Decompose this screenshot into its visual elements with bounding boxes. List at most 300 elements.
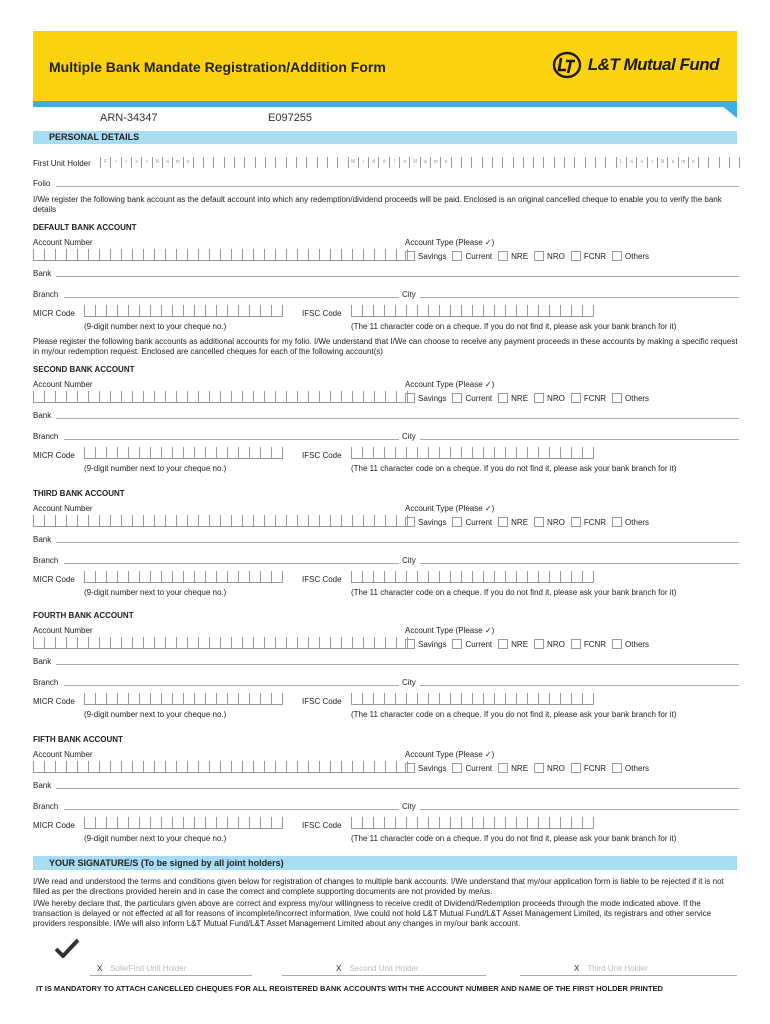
checkbox[interactable]	[612, 251, 622, 261]
name-char-box[interactable]	[317, 157, 327, 168]
name-char-box[interactable]	[296, 157, 306, 168]
char-box[interactable]	[406, 305, 417, 317]
char-box[interactable]	[428, 817, 439, 829]
account-type-option[interactable]	[571, 517, 606, 527]
char-box[interactable]	[341, 249, 352, 261]
char-box[interactable]	[205, 817, 216, 829]
name-char-box[interactable]	[554, 157, 564, 168]
char-box[interactable]	[582, 305, 594, 317]
char-box[interactable]	[216, 447, 227, 459]
char-box[interactable]	[384, 447, 395, 459]
micr-field[interactable]	[84, 571, 283, 582]
name-char-box[interactable]	[255, 157, 265, 168]
char-box[interactable]	[373, 817, 384, 829]
char-box[interactable]	[88, 391, 99, 403]
checkbox[interactable]	[534, 251, 544, 261]
char-box[interactable]	[494, 305, 505, 317]
char-box[interactable]	[99, 637, 110, 649]
char-box[interactable]	[84, 817, 95, 829]
char-box[interactable]	[363, 637, 374, 649]
third-holder-signature[interactable]	[574, 964, 648, 973]
char-box[interactable]	[95, 693, 106, 705]
char-box[interactable]	[249, 571, 260, 583]
name-char-box[interactable]: d	[368, 157, 378, 168]
account-type-option[interactable]	[452, 251, 492, 261]
char-box[interactable]	[209, 637, 220, 649]
char-box[interactable]	[77, 249, 88, 261]
char-box[interactable]	[384, 817, 395, 829]
char-box[interactable]	[516, 693, 527, 705]
char-box[interactable]	[286, 249, 297, 261]
account-type-option[interactable]	[571, 639, 606, 649]
checkbox[interactable]	[612, 763, 622, 773]
char-box[interactable]	[121, 515, 132, 527]
char-box[interactable]	[128, 305, 139, 317]
char-box[interactable]	[216, 305, 227, 317]
char-box[interactable]	[374, 249, 385, 261]
char-box[interactable]	[205, 571, 216, 583]
char-box[interactable]	[395, 571, 406, 583]
char-box[interactable]	[516, 305, 527, 317]
char-box[interactable]	[84, 571, 95, 583]
micr-field[interactable]	[84, 817, 283, 828]
char-box[interactable]	[461, 817, 472, 829]
char-box[interactable]	[220, 249, 231, 261]
char-box[interactable]	[527, 305, 538, 317]
checkbox[interactable]	[498, 251, 508, 261]
char-box[interactable]	[549, 693, 560, 705]
char-box[interactable]	[238, 817, 249, 829]
char-box[interactable]	[286, 391, 297, 403]
char-box[interactable]	[330, 391, 341, 403]
char-box[interactable]	[395, 447, 406, 459]
char-box[interactable]	[505, 817, 516, 829]
char-box[interactable]	[560, 447, 571, 459]
char-box[interactable]	[286, 515, 297, 527]
account-number-field[interactable]	[33, 249, 408, 260]
char-box[interactable]	[549, 817, 560, 829]
char-box[interactable]	[483, 305, 494, 317]
name-char-box[interactable]: t	[647, 157, 657, 168]
char-box[interactable]	[183, 571, 194, 583]
account-number-field[interactable]	[33, 637, 408, 648]
char-box[interactable]	[538, 571, 549, 583]
name-char-box[interactable]	[286, 157, 296, 168]
char-box[interactable]	[494, 447, 505, 459]
char-box[interactable]	[55, 391, 66, 403]
char-box[interactable]	[117, 571, 128, 583]
char-box[interactable]	[260, 305, 271, 317]
name-char-box[interactable]	[275, 157, 285, 168]
char-box[interactable]	[308, 515, 319, 527]
char-box[interactable]	[472, 693, 483, 705]
account-type-option[interactable]	[498, 517, 528, 527]
char-box[interactable]	[275, 761, 286, 773]
name-char-box[interactable]: m	[172, 157, 182, 168]
name-char-box[interactable]	[513, 157, 523, 168]
char-box[interactable]	[527, 447, 538, 459]
char-box[interactable]	[242, 515, 253, 527]
char-box[interactable]	[271, 305, 283, 317]
char-box[interactable]	[330, 761, 341, 773]
checkbox[interactable]	[534, 517, 544, 527]
char-box[interactable]	[165, 637, 176, 649]
char-box[interactable]	[44, 515, 55, 527]
char-box[interactable]	[308, 761, 319, 773]
char-box[interactable]	[150, 693, 161, 705]
char-box[interactable]	[308, 249, 319, 261]
name-char-box[interactable]	[698, 157, 708, 168]
char-box[interactable]	[165, 391, 176, 403]
char-box[interactable]	[516, 571, 527, 583]
account-number-field[interactable]	[33, 761, 408, 772]
char-box[interactable]	[161, 817, 172, 829]
char-box[interactable]	[538, 817, 549, 829]
char-box[interactable]	[373, 571, 384, 583]
char-box[interactable]	[428, 305, 439, 317]
char-box[interactable]	[373, 305, 384, 317]
name-char-box[interactable]: F	[100, 157, 110, 168]
char-box[interactable]	[110, 249, 121, 261]
char-box[interactable]	[66, 515, 77, 527]
checkbox[interactable]	[405, 251, 415, 261]
char-box[interactable]	[428, 693, 439, 705]
char-box[interactable]	[297, 637, 308, 649]
char-box[interactable]	[297, 249, 308, 261]
char-box[interactable]	[128, 693, 139, 705]
char-box[interactable]	[472, 817, 483, 829]
char-box[interactable]	[176, 391, 187, 403]
char-box[interactable]	[66, 391, 77, 403]
char-box[interactable]	[209, 391, 220, 403]
char-box[interactable]	[260, 817, 271, 829]
name-char-box[interactable]: e	[399, 157, 409, 168]
char-box[interactable]	[286, 761, 297, 773]
char-box[interactable]	[139, 817, 150, 829]
char-box[interactable]	[66, 249, 77, 261]
char-box[interactable]	[150, 447, 161, 459]
account-number-field[interactable]	[33, 515, 408, 526]
char-box[interactable]	[319, 391, 330, 403]
char-box[interactable]	[183, 817, 194, 829]
city-field[interactable]	[420, 809, 739, 810]
char-box[interactable]	[560, 693, 571, 705]
char-box[interactable]	[242, 761, 253, 773]
char-box[interactable]	[549, 571, 560, 583]
char-box[interactable]	[253, 249, 264, 261]
char-box[interactable]	[363, 391, 374, 403]
name-char-box[interactable]: d	[378, 157, 388, 168]
char-box[interactable]	[165, 515, 176, 527]
char-box[interactable]	[242, 637, 253, 649]
name-char-box[interactable]: l	[389, 157, 399, 168]
char-box[interactable]	[106, 447, 117, 459]
char-box[interactable]	[139, 305, 150, 317]
char-box[interactable]	[128, 571, 139, 583]
checkbox[interactable]	[571, 393, 581, 403]
char-box[interactable]	[406, 571, 417, 583]
char-box[interactable]	[271, 447, 283, 459]
char-box[interactable]	[121, 637, 132, 649]
char-box[interactable]	[77, 637, 88, 649]
char-box[interactable]	[362, 571, 373, 583]
char-box[interactable]	[55, 515, 66, 527]
char-box[interactable]	[143, 515, 154, 527]
char-box[interactable]	[374, 637, 385, 649]
char-box[interactable]	[472, 305, 483, 317]
ifsc-field[interactable]	[351, 447, 594, 458]
checkbox[interactable]	[452, 517, 462, 527]
char-box[interactable]	[161, 693, 172, 705]
char-box[interactable]	[494, 693, 505, 705]
name-char-box[interactable]: N	[409, 157, 419, 168]
char-box[interactable]	[330, 515, 341, 527]
char-box[interactable]	[374, 761, 385, 773]
char-box[interactable]	[143, 391, 154, 403]
char-box[interactable]	[106, 571, 117, 583]
name-char-box[interactable]	[574, 157, 584, 168]
account-type-option[interactable]	[452, 517, 492, 527]
char-box[interactable]	[582, 817, 594, 829]
name-char-box[interactable]	[595, 157, 605, 168]
char-box[interactable]	[527, 571, 538, 583]
name-char-box[interactable]	[306, 157, 316, 168]
account-type-option[interactable]	[498, 393, 528, 403]
name-char-box[interactable]: i	[110, 157, 120, 168]
checkbox[interactable]	[612, 639, 622, 649]
name-char-box[interactable]: t	[141, 157, 151, 168]
second-holder-signature[interactable]	[336, 964, 419, 973]
name-char-box[interactable]	[543, 157, 553, 168]
name-char-box[interactable]: a	[420, 157, 430, 168]
account-type-option[interactable]	[612, 763, 649, 773]
name-char-box[interactable]: s	[131, 157, 141, 168]
char-box[interactable]	[384, 305, 395, 317]
char-box[interactable]	[216, 693, 227, 705]
char-box[interactable]	[461, 571, 472, 583]
char-box[interactable]	[176, 637, 187, 649]
char-box[interactable]	[527, 817, 538, 829]
name-char-box[interactable]	[327, 157, 337, 168]
char-box[interactable]	[55, 249, 66, 261]
char-box[interactable]	[417, 447, 428, 459]
char-box[interactable]	[260, 571, 271, 583]
name-char-box[interactable]: L	[616, 157, 626, 168]
char-box[interactable]	[417, 817, 428, 829]
char-box[interactable]	[205, 693, 216, 705]
char-box[interactable]	[84, 693, 95, 705]
account-type-option[interactable]	[571, 763, 606, 773]
name-char-box[interactable]: i	[358, 157, 368, 168]
char-box[interactable]	[275, 391, 286, 403]
char-box[interactable]	[461, 447, 472, 459]
char-box[interactable]	[249, 693, 260, 705]
char-box[interactable]	[395, 817, 406, 829]
char-box[interactable]	[483, 571, 494, 583]
char-box[interactable]	[110, 637, 121, 649]
char-box[interactable]	[139, 447, 150, 459]
char-box[interactable]	[143, 761, 154, 773]
char-box[interactable]	[249, 305, 260, 317]
name-char-box[interactable]	[213, 157, 223, 168]
bank-field[interactable]	[56, 664, 739, 665]
checkbox[interactable]	[405, 393, 415, 403]
name-char-box[interactable]	[451, 157, 461, 168]
char-box[interactable]	[253, 515, 264, 527]
char-box[interactable]	[220, 761, 231, 773]
char-box[interactable]	[461, 693, 472, 705]
char-box[interactable]	[249, 817, 260, 829]
checkbox[interactable]	[405, 517, 415, 527]
char-box[interactable]	[538, 447, 549, 459]
name-char-box[interactable]: e	[688, 157, 698, 168]
char-box[interactable]	[198, 515, 209, 527]
char-box[interactable]	[227, 305, 238, 317]
char-box[interactable]	[176, 761, 187, 773]
city-field[interactable]	[420, 439, 739, 440]
char-box[interactable]	[238, 305, 249, 317]
char-box[interactable]	[216, 817, 227, 829]
name-char-box[interactable]	[708, 157, 718, 168]
char-box[interactable]	[395, 305, 406, 317]
char-box[interactable]	[297, 391, 308, 403]
char-box[interactable]	[176, 515, 187, 527]
char-box[interactable]	[88, 515, 99, 527]
char-box[interactable]	[198, 637, 209, 649]
char-box[interactable]	[194, 447, 205, 459]
char-box[interactable]	[44, 761, 55, 773]
char-box[interactable]	[385, 637, 396, 649]
ifsc-field[interactable]	[351, 817, 594, 828]
char-box[interactable]	[271, 571, 283, 583]
name-char-box[interactable]: N	[152, 157, 162, 168]
char-box[interactable]	[99, 249, 110, 261]
char-box[interactable]	[362, 693, 373, 705]
char-box[interactable]	[472, 571, 483, 583]
checkbox[interactable]	[498, 517, 508, 527]
char-box[interactable]	[161, 447, 172, 459]
char-box[interactable]	[187, 249, 198, 261]
char-box[interactable]	[106, 817, 117, 829]
char-box[interactable]	[384, 571, 395, 583]
char-box[interactable]	[271, 693, 283, 705]
name-char-box[interactable]: e	[440, 157, 450, 168]
char-box[interactable]	[183, 447, 194, 459]
char-box[interactable]	[33, 637, 44, 649]
char-box[interactable]	[439, 817, 450, 829]
micr-field[interactable]	[84, 447, 283, 458]
char-box[interactable]	[110, 761, 121, 773]
char-box[interactable]	[161, 305, 172, 317]
char-box[interactable]	[165, 761, 176, 773]
account-type-option[interactable]	[405, 393, 446, 403]
char-box[interactable]	[220, 515, 231, 527]
char-box[interactable]	[231, 515, 242, 527]
branch-field[interactable]	[64, 685, 399, 686]
char-box[interactable]	[220, 637, 231, 649]
account-type-option[interactable]	[498, 763, 528, 773]
name-char-box[interactable]: a	[162, 157, 172, 168]
char-box[interactable]	[362, 447, 373, 459]
char-box[interactable]	[351, 693, 362, 705]
checkbox[interactable]	[498, 639, 508, 649]
name-char-box[interactable]	[203, 157, 213, 168]
char-box[interactable]	[571, 305, 582, 317]
char-box[interactable]	[560, 571, 571, 583]
name-char-box[interactable]: M	[348, 157, 358, 168]
char-box[interactable]	[494, 817, 505, 829]
char-box[interactable]	[319, 515, 330, 527]
name-char-box[interactable]: a	[626, 157, 636, 168]
checkbox[interactable]	[534, 639, 544, 649]
checkbox[interactable]	[452, 251, 462, 261]
char-box[interactable]	[238, 447, 249, 459]
char-box[interactable]	[84, 305, 95, 317]
char-box[interactable]	[330, 637, 341, 649]
char-box[interactable]	[194, 817, 205, 829]
char-box[interactable]	[571, 693, 582, 705]
char-box[interactable]	[439, 693, 450, 705]
char-box[interactable]	[385, 391, 396, 403]
char-box[interactable]	[450, 817, 461, 829]
account-type-option[interactable]	[612, 393, 649, 403]
name-char-box[interactable]: m	[678, 157, 688, 168]
char-box[interactable]	[139, 693, 150, 705]
char-box[interactable]	[516, 447, 527, 459]
char-box[interactable]	[88, 249, 99, 261]
char-box[interactable]	[128, 817, 139, 829]
char-box[interactable]	[549, 305, 560, 317]
account-type-option[interactable]	[405, 251, 446, 261]
char-box[interactable]	[106, 305, 117, 317]
name-char-box[interactable]	[471, 157, 481, 168]
char-box[interactable]	[450, 693, 461, 705]
char-box[interactable]	[428, 447, 439, 459]
char-box[interactable]	[308, 391, 319, 403]
char-box[interactable]	[44, 391, 55, 403]
checkbox[interactable]	[534, 393, 544, 403]
char-box[interactable]	[406, 447, 417, 459]
bank-field[interactable]	[56, 418, 739, 419]
char-box[interactable]	[341, 515, 352, 527]
char-box[interactable]	[132, 249, 143, 261]
char-box[interactable]	[505, 571, 516, 583]
char-box[interactable]	[582, 571, 594, 583]
char-box[interactable]	[132, 637, 143, 649]
char-box[interactable]	[55, 637, 66, 649]
checkbox[interactable]	[405, 763, 415, 773]
char-box[interactable]	[187, 391, 198, 403]
char-box[interactable]	[439, 447, 450, 459]
name-char-box[interactable]	[265, 157, 275, 168]
name-char-box[interactable]	[729, 157, 740, 168]
char-box[interactable]	[406, 817, 417, 829]
char-box[interactable]	[385, 249, 396, 261]
branch-field[interactable]	[64, 439, 399, 440]
char-box[interactable]	[417, 571, 428, 583]
char-box[interactable]	[231, 761, 242, 773]
account-type-option[interactable]	[534, 763, 565, 773]
char-box[interactable]	[461, 305, 472, 317]
account-type-option[interactable]	[571, 393, 606, 403]
name-char-box[interactable]	[492, 157, 502, 168]
name-char-box[interactable]	[564, 157, 574, 168]
char-box[interactable]	[95, 447, 106, 459]
name-char-box[interactable]	[605, 157, 615, 168]
char-box[interactable]	[417, 305, 428, 317]
char-box[interactable]	[271, 817, 283, 829]
first-holder-name-field[interactable]	[100, 157, 740, 168]
